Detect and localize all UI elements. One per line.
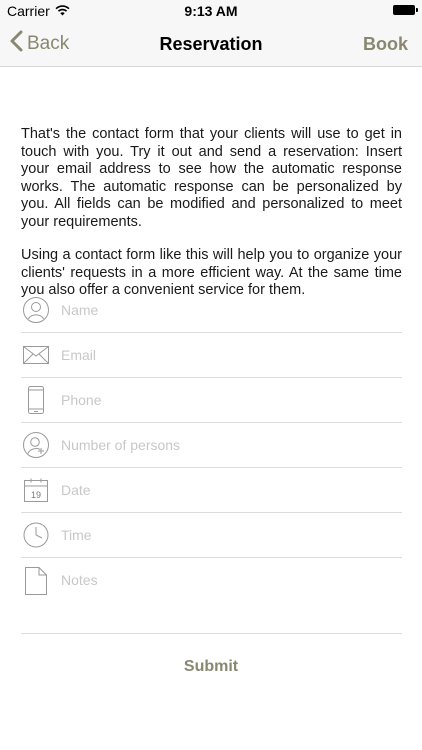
envelope-icon xyxy=(21,340,51,370)
user-icon xyxy=(21,295,51,325)
time-field-row xyxy=(21,513,402,558)
page-title: Reservation xyxy=(159,34,263,54)
add-user-icon xyxy=(21,430,51,460)
persons-input[interactable] xyxy=(61,437,381,453)
calendar-icon-day: 19 xyxy=(30,490,42,500)
phone-icon xyxy=(21,385,51,415)
intro-paragraph-2: Using a contact form like this will help you to organize your clients' requests in a more efficient way. At the same time you also offer a convenient service for them. xyxy=(21,247,402,298)
status-right xyxy=(393,5,415,15)
name-input[interactable] xyxy=(61,302,381,318)
chevron-left-icon xyxy=(10,30,23,58)
notes-input[interactable] xyxy=(61,566,381,628)
back-label: Back xyxy=(27,33,70,54)
phone-input[interactable] xyxy=(61,392,381,408)
intro-paragraph-1: That's the contact form that your clients will use to get in touch with you. Try it out and send a reservation: Insert your email address to see how the automatic response works. The automatic response can be personalized by you. All fields can be modified and personalized to meet your requirements. xyxy=(21,126,402,230)
email-input[interactable] xyxy=(61,347,381,363)
submit-button[interactable]: Submit xyxy=(183,658,239,675)
navigation-bar xyxy=(0,22,422,67)
email-field-row xyxy=(21,333,402,378)
phone-field-row xyxy=(21,378,402,423)
name-field-row xyxy=(21,288,402,333)
intro-text xyxy=(21,126,402,300)
battery-icon xyxy=(393,5,415,15)
notes-field-row xyxy=(21,558,402,634)
book-button[interactable]: Book xyxy=(363,34,408,54)
status-bar xyxy=(0,0,422,22)
document-icon xyxy=(21,566,51,596)
persons-field-row xyxy=(21,423,402,468)
calendar-icon xyxy=(21,475,51,505)
date-field-row xyxy=(21,468,402,513)
reservation-form xyxy=(21,288,402,634)
time-input[interactable] xyxy=(61,527,381,543)
clock-icon xyxy=(21,520,51,550)
carrier-label: Carrier xyxy=(7,3,50,19)
date-input[interactable] xyxy=(61,482,381,498)
status-time: 9:13 AM xyxy=(184,3,238,19)
back-button[interactable] xyxy=(10,22,69,66)
